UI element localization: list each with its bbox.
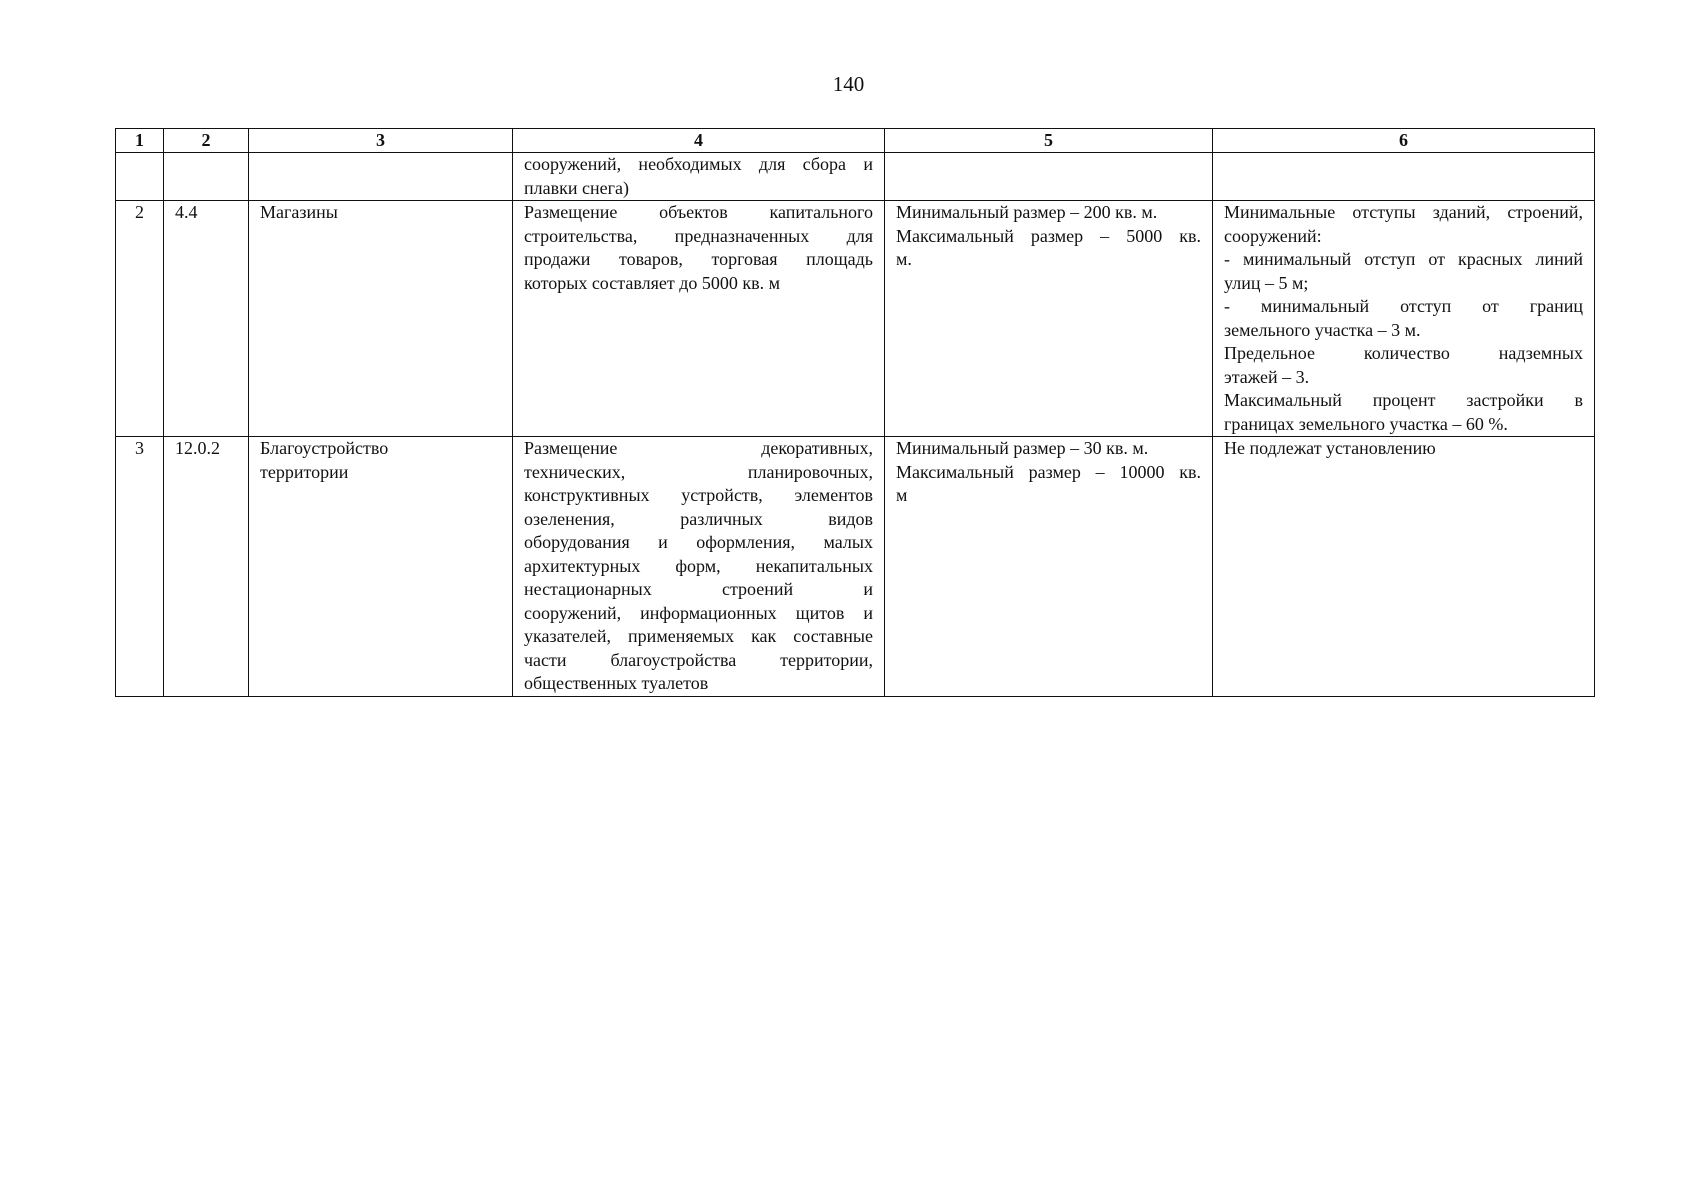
- cell-empty: [885, 153, 1213, 201]
- text-line: Минимальный размер – 200 кв. м.: [896, 202, 1158, 222]
- text-line: этажей – 3.: [1224, 366, 1310, 387]
- text-line: продажи товаров, торговая площадь: [524, 249, 873, 269]
- cell-parameters: [1213, 437, 1595, 697]
- text-line: Минимальные отступы зданий, строений,: [1224, 202, 1583, 222]
- page-number: 140: [832, 72, 865, 96]
- table-row: [116, 201, 1595, 437]
- text-line: сооружений, информационных щитов и: [524, 602, 873, 623]
- cell-number: 2: [116, 201, 164, 437]
- cell-sizes: [885, 201, 1213, 437]
- text-line: нестационарных строений и: [524, 579, 873, 599]
- cell-empty: [164, 153, 249, 201]
- text-line: сооружений, необходимых для сбора и: [524, 154, 873, 174]
- cell-description: [513, 437, 885, 697]
- header-col-4: 4: [513, 129, 885, 153]
- text-line: озеленения, различных видов: [524, 508, 873, 529]
- header-col-5: 5: [885, 129, 1213, 153]
- text-line: Минимальный размер – 30 кв. м.: [896, 438, 1149, 458]
- text-line: которых составляет до 5000 кв. м: [524, 272, 780, 293]
- text-line: архитектурных форм, некапитальных: [524, 555, 873, 576]
- cell-empty: [249, 153, 513, 201]
- cell-description-continuation: [513, 153, 885, 201]
- cell-name: [249, 437, 513, 697]
- text-line: границах земельного участка – 60 %.: [1224, 413, 1508, 434]
- text-line: строительства, предназначенных для: [524, 225, 873, 246]
- cell-sizes: [885, 437, 1213, 697]
- text-line: Не подлежат установлению: [1224, 438, 1436, 458]
- header-col-3: 3: [249, 129, 513, 153]
- table-row-continuation: [116, 153, 1595, 201]
- text-line: Максимальный процент застройки в: [1224, 390, 1583, 410]
- cell-number: 3: [116, 437, 164, 697]
- table-header-row: [116, 129, 1595, 153]
- text-line: земельного участка – 3 м.: [1224, 319, 1421, 340]
- cell-code: 4.4: [164, 201, 249, 437]
- text-line: Предельное количество надземных: [1224, 343, 1583, 363]
- header-col-1: 1: [116, 129, 164, 153]
- text-line: Магазины: [260, 202, 338, 222]
- text-line: общественных туалетов: [524, 673, 709, 693]
- text-line: Максимальный размер – 10000 кв.: [896, 461, 1201, 482]
- text-line: Размещение декоративных,: [524, 438, 873, 458]
- text-line: части благоустройства территории,: [524, 649, 873, 670]
- cell-name: [249, 201, 513, 437]
- text-line: Благоустройство: [260, 438, 389, 458]
- text-line: улиц – 5 м;: [1224, 272, 1309, 293]
- text-line: оборудования и оформления, малых: [524, 532, 873, 552]
- text-line: - минимальный отступ от границ: [1224, 296, 1583, 316]
- cell-description: [513, 201, 885, 437]
- header-col-2: 2: [164, 129, 249, 153]
- cell-empty: [116, 153, 164, 201]
- cell-empty: [1213, 153, 1595, 201]
- text-line: плавки снега): [524, 177, 629, 198]
- table-row: [116, 437, 1595, 697]
- text-line: территории: [260, 461, 349, 482]
- text-line: - минимальный отступ от красных линий: [1224, 249, 1583, 269]
- text-line: м: [896, 485, 908, 505]
- text-line: Максимальный размер – 5000 кв.: [896, 225, 1201, 246]
- text-line: технических, планировочных,: [524, 461, 873, 482]
- text-line: Размещение объектов капитального: [524, 202, 873, 222]
- cell-code: 12.0.2: [164, 437, 249, 697]
- text-line: конструктивных устройств, элементов: [524, 485, 873, 505]
- text-line: м.: [896, 249, 912, 269]
- header-col-6: 6: [1213, 129, 1595, 153]
- text-line: указателей, применяемых как составные: [524, 626, 873, 646]
- zoning-table: [115, 128, 1595, 697]
- cell-parameters: [1213, 201, 1595, 437]
- text-line: сооружений:: [1224, 225, 1322, 246]
